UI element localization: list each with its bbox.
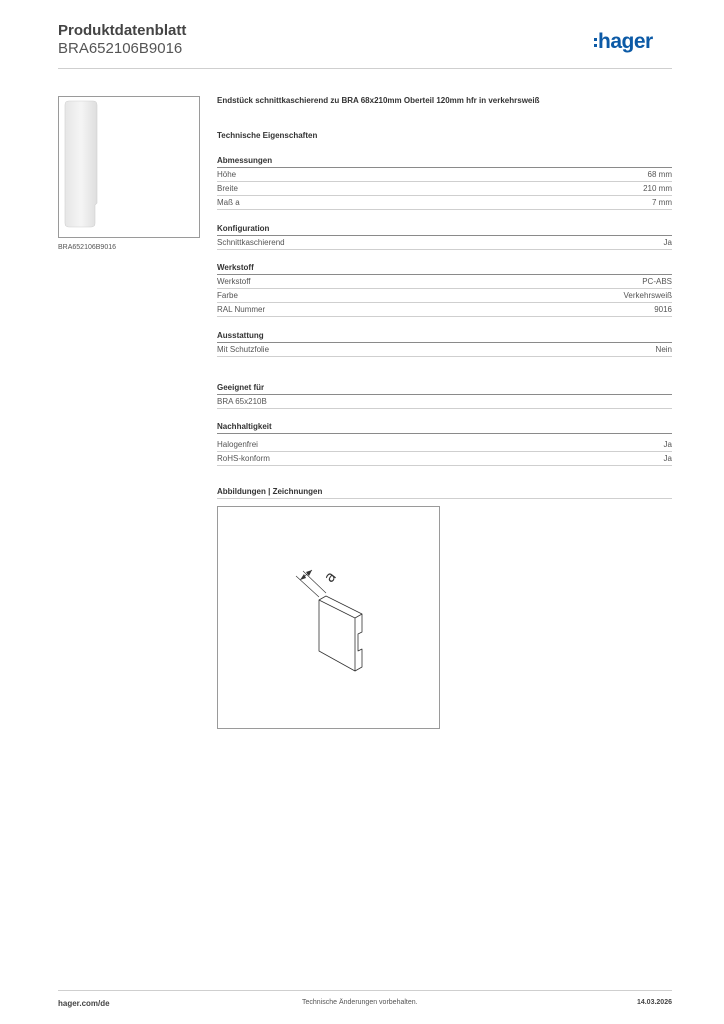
spec-row [217, 182, 672, 196]
section-title-sustainability: Nachhaltigkeit [217, 422, 272, 431]
spec-value: 210 mm [643, 184, 672, 193]
spec-row [217, 196, 672, 210]
technical-properties-title: Technische Eigenschaften [217, 131, 318, 140]
product-photo [59, 97, 199, 237]
section-title-drawings: Abbildungen | Zeichnungen [217, 487, 323, 496]
spec-key: RAL Nummer [217, 305, 266, 314]
technical-drawing [217, 506, 440, 729]
spec-value: 7 mm [652, 198, 672, 207]
spec-key: Maß a [217, 198, 240, 207]
section-title-suitable-for: Geeignet für [217, 383, 265, 392]
section-divider [217, 433, 672, 434]
spec-value: Ja [663, 238, 672, 247]
spec-row [217, 289, 672, 303]
header-divider [58, 68, 672, 69]
spec-row [217, 438, 672, 452]
section-title-material: Werkstoff [217, 263, 254, 272]
footer-divider [58, 990, 672, 991]
footer-notice: Technische Änderungen vorbehalten. [302, 999, 418, 1006]
section-title-equipment: Ausstattung [217, 331, 264, 340]
spec-key: Höhe [217, 170, 237, 179]
article-number: BRA652106B9016 [58, 40, 183, 57]
hager-logo [594, 29, 674, 55]
spec-value: PC-ABS [642, 277, 672, 286]
spec-key: RoHS-konform [217, 454, 270, 463]
spec-row [217, 236, 672, 250]
spec-key: BRA 65x210B [217, 397, 267, 406]
spec-row [217, 395, 672, 409]
dimension-label: a [320, 567, 340, 586]
spec-row [217, 343, 672, 357]
section-divider [217, 498, 672, 499]
spec-key: Schnittkaschierend [217, 238, 285, 247]
spec-value: 9016 [654, 305, 672, 314]
footer-website[interactable]: hager.com/de [58, 999, 110, 1008]
page-title: Produktdatenblatt [58, 22, 187, 39]
spec-row [217, 275, 672, 289]
product-description: Endstück schnittkaschierend zu BRA 68x210mm Oberteil 120mm hfr in verkehrsweiß [217, 96, 540, 105]
spec-row [217, 303, 672, 317]
brand-wordmark: hager [598, 30, 653, 53]
spec-row [217, 452, 672, 466]
section-title-configuration: Konfiguration [217, 224, 270, 233]
spec-key: Farbe [217, 291, 238, 300]
spec-key: Halogenfrei [217, 440, 258, 449]
footer-date: 14.03.2026 [636, 999, 672, 1006]
end-cap-drawing [218, 507, 439, 728]
spec-key: Mit Schutzfolie [217, 345, 270, 354]
spec-key: Breite [217, 184, 238, 193]
spec-value: 68 mm [647, 170, 672, 179]
product-image [58, 96, 200, 238]
spec-key: Werkstoff [217, 277, 251, 286]
spec-value: Nein [655, 345, 672, 354]
spec-row [217, 168, 672, 182]
spec-value: Ja [663, 440, 672, 449]
product-image-caption: BRA652106B9016 [58, 244, 116, 251]
spec-value: Ja [663, 454, 672, 463]
spec-value: Verkehrsweiß [623, 291, 672, 300]
section-title-dimensions: Abmessungen [217, 156, 273, 165]
